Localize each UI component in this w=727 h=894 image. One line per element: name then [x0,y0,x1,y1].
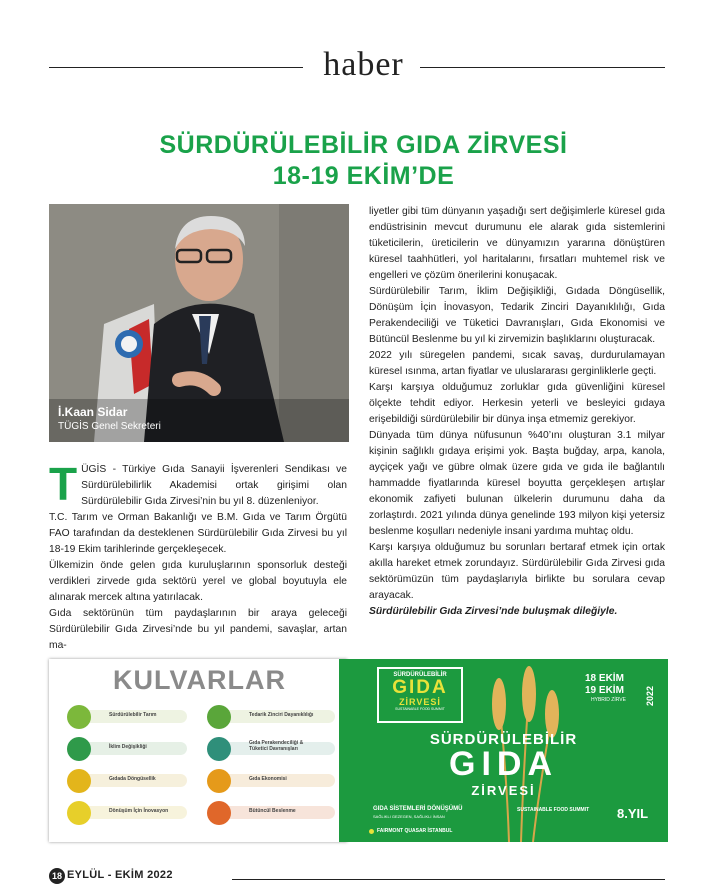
issue-label: EYLÜL - EKİM 2022 [67,869,173,881]
kulvar-label: Tedarik Zinciri Dayanıklılığı [249,712,314,718]
leaf-icon [67,705,91,729]
poster-title-2: GIDA [449,745,558,783]
paragraph: T.C. Tarım ve Orman Bakanlığı ve B.M. Gıda ve Tarım Örgütü FAO tarafından da desteklenen Sürdürülebilir Gıda Zirvesi bu yıl 18-19 Ekim tarihlerinde gerçekleşecek. [49,512,347,555]
paragraph: Dünyada tüm dünya nüfusunun %40’ını oluşturan 3.1 milyar kişinin sağlıklı gıdaya erişimi yok. Başta buğday, arpa, kanola, ayçiçek yağı ve gübre olmak üzere gıda ve gıda ile bağlantılı hammadde fiyatlarında küresel boyutta gerçekleşen artışlar ekonomik zafiyeti bulunan ülkelerin durumunu daha da zorlaştırdı. 2021 yılında dünya genelinde 193 milyon kişi yetersiz beslenme koşulları nedeniyle insani yardıma muhtaç oldu. [369,430,665,537]
truck-icon [207,705,231,729]
masthead-rule-right [420,67,665,68]
paragraph-intro: TÜGİS - Türkiye Gıda Sanayii İşverenleri Sendikası ve Sürdürülebilirlik Akademisi ortak girişimi olan Sürdürülebilir Gıda Zirvesi’nin bu yıl 8. düzenleniyor. [49,458,347,510]
poster-title-1: SÜRDÜRÜLEBİLİR [429,731,578,748]
poster-logo-main: GIDA [392,677,448,698]
location-pin-icon [369,829,374,834]
photo-caption-role: TÜGİS Genel Sekreteri [58,421,161,432]
kulvar-label: İklim Değişikliği [109,744,147,750]
kulvar-item [67,741,187,757]
kulvar-label: Gıda Ekonomisi [249,776,287,782]
apple-icon [207,801,231,825]
article-right-column [369,204,665,620]
poster-systems: GIDA SİSTEMLERİ DÖNÜŞÜMÜ [373,806,463,812]
poster-edition: 8.YIL [617,806,649,821]
kulvar-label: Gıda Perakendeciliği & Tüketici Davranışları [249,740,304,752]
recycle-icon [67,769,91,793]
kulvar-item [207,709,337,725]
lightbulb-icon [67,801,91,825]
kulvarlar-title: KULVARLAR [113,665,286,695]
paragraph: liyetler gibi tüm dünyanın yaşadığı sert değişimlerle küresel gıda endüstrisinin mevcut durumunu ele alarak gıda sistemlerini tüketicilerin, üreticilerin ve dünyamızın yararına dönüştüren küresel taahhütleri, yol haritalarını, fırsatları muhtemel risk ve engelleri ve çözüm önerilerini konuşacak. [369,206,665,281]
poster-logo-sub: ZİRVESİ [399,697,441,707]
kulvar-item [207,805,337,821]
poster-date-2: 19 EKİM [585,685,624,696]
kulvar-label: Gıdada Döngüsellik [109,776,156,782]
poster-title-3: ZİRVESİ [471,783,536,798]
poster-logo-top: SÜRDÜRÜLEBİLİR [393,672,447,678]
poster-hybrid: HYBRID ZİRVE [591,697,626,703]
poster-year-vertical: 2022 [645,685,656,707]
closing-line: Sürdürülebilir Gıda Zirvesi’nde buluşmak dileğiyle. [369,606,618,617]
kulvarlar-graphic [49,659,347,842]
page-number: 18 [49,868,65,884]
poster-summit-en: SUSTAINABLE FOOD SUMMIT [517,807,590,813]
poster-date-1: 18 EKİM [585,673,624,684]
article-headline [0,130,727,192]
kulvar-item [67,709,187,725]
poster-systems-sub: SAĞLIKLI GEZEGEN, SAĞLIKLI İNSAN [373,814,445,819]
paragraph: Karşı karşıya olduğumuz bu sorunları bertaraf etmek için ortak akılla hareket etmek zorundayız. Sürdürülebilir Gıda Zirvesi gıda sektörümüzün tüm paydaşlarıyla birlikte bu sorulara cevap arayacak. [369,542,665,601]
kulvar-label: Bütüncül Beslenme [249,808,296,814]
footer-rule [232,879,665,880]
section-title: haber [323,46,404,83]
paragraph: Gıda sektörünün tüm paydaşlarının bir araya geleceği Sürdürülebilir Gıda Zirvesi’nde bu yıl pandemi, savaşlar, artan ma- [49,608,347,651]
dropcap: T [49,458,78,510]
paragraph: Karşı karşıya olduğumuz zorluklar gıda güvenliğini küresel ölçekte tehdit ediyor. Herkesin yeterli ve besleyici gıdaya erişebildiği sürdürülebilir bir dünya inşa etmemiz gerekiyor. [369,382,665,425]
globe-icon [67,737,91,761]
paragraph: 2022 yılı süregelen pandemi, sıcak savaş, durdurulamayan küresel ısınma, artan fiyatlar ve uluslararası gerginliklerle geçti. [369,350,665,377]
coin-icon [207,769,231,793]
kulvar-item [67,773,187,789]
kulvar-item [67,805,187,821]
headline-line-1: SÜRDÜRÜLEBİLİR GIDA ZİRVESİ [159,131,568,159]
article-left-column [49,458,347,654]
kulvar-label: Dönüşüm İçin İnovasyon [109,808,169,814]
poster-venue: FAIRMONT QUASAR İSTANBUL [377,828,453,834]
summit-poster [339,659,668,842]
kulvar-item [207,741,337,757]
basket-icon [207,737,231,761]
kulvar-label: Sürdürülebilir Tarım [109,712,157,718]
kulvar-item [207,773,337,789]
paragraph: Sürdürülebilir Tarım, İklim Değişikliği, Gıdada Döngüsellik, Dönüşüm İçin İnovasyon, Tedarik Zinciri Dayanıklılığı, Gıda Perakendeciliği ve Tüketici Davranışları, Gıda Ekonomisi ve Bütüncül Beslenme bu yıl ki zirvemizin başlıklarını oluşturacak. [369,286,665,345]
poster-logo [377,667,463,723]
paragraph: Ülkemizin önde gelen gıda kuruluşlarının sponsorluk desteği verdikleri zirvede gıda sektörü yerel ve global boyutuyla ele alınarak mercek altına yatırılacak. [49,560,347,603]
headline-line-2: 18-19 EKİM’DE [272,162,455,190]
poster-logo-en: SUSTAINABLE FOOD SUMMIT [395,707,445,711]
photo-caption-name: İ.Kaan Sidar [58,405,128,419]
